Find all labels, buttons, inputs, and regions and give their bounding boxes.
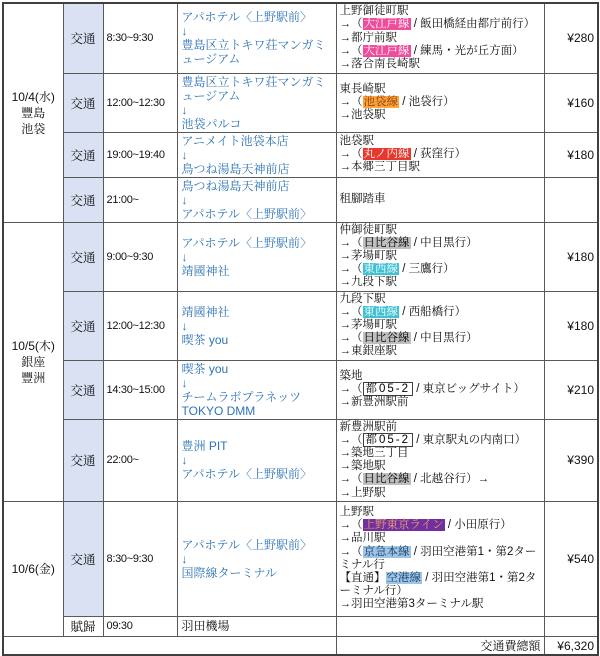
route-text: →（	[339, 95, 363, 108]
route-text: / 北越谷行）→	[410, 473, 490, 486]
destination-cell	[177, 616, 336, 636]
transport-type-cell: 交通	[63, 360, 103, 419]
cost-cell: ¥210	[544, 360, 598, 419]
route-line	[340, 383, 542, 396]
route-text: →（	[339, 473, 363, 486]
destination-line: アニメイト池袋本店	[181, 133, 289, 148]
down-arrow-icon: ↓	[181, 102, 188, 117]
date-line: 10/4(水)	[11, 89, 55, 104]
route-line	[340, 224, 542, 237]
date-line: 10/5(木)	[11, 338, 55, 353]
transport-type-cell: 交通	[63, 132, 103, 177]
route-text: / 池袋行）	[399, 95, 455, 108]
route-text: →（	[339, 382, 363, 395]
route-text: →九段下駅	[339, 276, 397, 289]
table-row	[3, 132, 598, 177]
date-cell	[3, 3, 63, 222]
destination-line: 喫茶 you	[181, 332, 229, 347]
route-cell	[336, 132, 544, 177]
time-cell: 12:00~12:30	[103, 73, 177, 132]
footer-total-label: 交通費總額	[336, 636, 544, 655]
table-row	[3, 177, 598, 222]
route-line	[340, 332, 542, 345]
line-badge-bus: 都05-2	[363, 433, 414, 447]
route-text: 新豊洲駅前	[339, 420, 397, 433]
line-badge-oedo: 大江戸線	[363, 18, 410, 31]
route-text: 東長崎駅	[339, 82, 386, 95]
down-arrow-icon: ↓	[181, 375, 188, 390]
table-row	[3, 419, 598, 501]
time-cell: 09:30	[103, 616, 177, 636]
itinerary-body	[3, 3, 598, 655]
route-line	[340, 109, 542, 122]
route-line	[340, 83, 542, 96]
route-line	[340, 473, 542, 486]
line-badge-hibiya: 日比谷線	[363, 473, 410, 486]
route-line	[340, 319, 542, 332]
down-arrow-icon: ↓	[181, 249, 188, 264]
route-line	[340, 487, 542, 500]
date-line: 10/6(金)	[11, 561, 55, 576]
footer-row	[3, 636, 598, 655]
route-line	[340, 519, 542, 532]
route-text: →築地駅	[339, 460, 386, 473]
route-cell	[336, 501, 544, 616]
destination-line: 喫茶 you	[181, 361, 229, 376]
route-text: →上野駅	[339, 486, 386, 499]
route-text: 築地	[339, 369, 363, 382]
table-row	[3, 73, 598, 132]
route-line	[340, 5, 542, 18]
route-text: / 練馬・光が丘方面）	[410, 44, 524, 57]
route-line	[340, 506, 542, 519]
route-text: / 小田原行）	[444, 519, 512, 532]
route-cell	[336, 419, 544, 501]
destination-cell	[177, 73, 336, 132]
cost-cell: ¥180	[544, 291, 598, 360]
destination-cell	[177, 177, 336, 222]
table-row	[3, 222, 598, 291]
destination-line: アパホテル〈上野駅前〉	[181, 467, 312, 482]
route-line	[340, 434, 542, 447]
route-line	[340, 572, 542, 598]
route-text: 仲御徒町駅	[339, 223, 397, 236]
route-line	[340, 421, 542, 434]
line-badge-bus: 都05-2	[363, 382, 414, 396]
transport-type-cell: 賦歸	[63, 616, 103, 636]
route-line	[340, 263, 542, 276]
route-line	[340, 293, 542, 306]
cost-cell: ¥540	[544, 501, 598, 616]
date-cell	[3, 222, 63, 501]
destination-line: チームラボプラネッツ TOKYO DMM	[181, 389, 302, 418]
route-cell	[336, 177, 544, 222]
route-line	[340, 135, 542, 148]
line-badge-oedo: 大江戸線	[363, 44, 410, 57]
down-arrow-icon: ↓	[181, 147, 188, 162]
route-text: →茅場町駅	[339, 318, 397, 331]
route-text: →（	[339, 519, 363, 532]
time-cell: 9:00~9:30	[103, 222, 177, 291]
line-badge-hibiya: 日比谷線	[363, 236, 410, 249]
route-text: / 東京ビッグサイト）	[413, 382, 525, 395]
route-text: / 羽田空港第1・第2ターミナル行）	[339, 571, 537, 598]
destination-cell	[177, 419, 336, 501]
table-row	[3, 501, 598, 616]
destination-line: 豊島区立トキワ荘マンガミュージアム	[181, 38, 326, 67]
route-cell	[336, 616, 544, 636]
route-text: 租腳踏車	[339, 192, 386, 205]
route-text: / 西船橋行）	[399, 305, 467, 318]
route-line	[340, 306, 542, 319]
route-text: / 飯田橋経由都庁前行）	[410, 18, 536, 31]
route-text: →池袋駅	[339, 109, 386, 122]
footer-total-value: ¥6,320	[544, 636, 598, 655]
down-arrow-icon: ↓	[181, 453, 188, 468]
line-badge-tozai: 東西線	[363, 305, 398, 318]
table-row	[3, 360, 598, 419]
route-text: →（	[339, 305, 363, 318]
line-badge-keikyu: 京急本線	[363, 545, 410, 558]
line-badge-tozai: 東西線	[363, 263, 398, 276]
time-cell: 12:00~12:30	[103, 291, 177, 360]
down-arrow-icon: ↓	[181, 24, 188, 39]
date-cell	[3, 501, 63, 636]
route-cell	[336, 222, 544, 291]
route-line	[340, 18, 542, 31]
route-text: 上野駅	[339, 505, 374, 518]
route-text: / 三鷹行）	[399, 263, 455, 276]
route-line	[340, 148, 542, 161]
route-text: →（	[339, 236, 363, 249]
route-text: →本郷三丁目駅	[339, 161, 420, 174]
route-text: 九段下駅	[339, 292, 386, 305]
route-text: →羽田空港第3ターミナル駅	[339, 598, 484, 611]
route-text: →（	[339, 147, 363, 160]
route-line	[340, 546, 542, 572]
line-badge-airport: 空港線	[386, 571, 421, 584]
destination-cell	[177, 3, 336, 73]
route-text: 池袋駅	[339, 134, 374, 147]
down-arrow-icon: ↓	[181, 551, 188, 566]
date-line: 池袋	[21, 121, 46, 136]
destination-cell	[177, 291, 336, 360]
destination-cell	[177, 360, 336, 419]
route-text: 【直通】	[339, 571, 386, 584]
transport-type-cell: 交通	[63, 291, 103, 360]
cost-cell: ¥180	[544, 222, 598, 291]
route-text: →落合南長崎駅	[339, 58, 420, 71]
route-cell	[336, 291, 544, 360]
destination-line: 豊洲 PIT	[181, 439, 228, 454]
line-badge-seibu: 池袋線	[363, 95, 398, 108]
route-line	[340, 345, 542, 358]
time-cell: 19:00~19:40	[103, 132, 177, 177]
table-row	[3, 3, 598, 73]
destination-line: アパホテル〈上野駅前〉	[181, 206, 312, 221]
route-text: 上野御徒町駅	[339, 5, 409, 18]
route-text: →品川駅	[339, 532, 386, 545]
transport-type-cell: 交通	[63, 419, 103, 501]
destination-line: 鳥つね湯島天神前店	[181, 161, 290, 176]
route-text: →（	[339, 545, 363, 558]
cost-cell: ¥180	[544, 132, 598, 177]
route-text: / 羽田空港第1・第2ターミナル行	[339, 545, 537, 571]
route-text: →（	[339, 332, 363, 345]
route-line	[340, 32, 542, 45]
line-badge-marunouchi: 丸ノ内線	[363, 147, 410, 160]
destination-line: 池袋パルコ	[181, 116, 242, 131]
route-cell	[336, 3, 544, 73]
itinerary-table	[2, 2, 599, 656]
time-cell: 14:30~15:00	[103, 360, 177, 419]
route-line	[340, 161, 542, 174]
time-cell: 8:30~9:30	[103, 3, 177, 73]
footer-empty-cell	[3, 636, 336, 655]
destination-line: 靖國神社	[181, 263, 230, 278]
date-line: 銀座	[21, 354, 46, 369]
transport-type-cell: 交通	[63, 177, 103, 222]
transport-type-cell: 交通	[63, 73, 103, 132]
line-badge-hibiya: 日比谷線	[363, 332, 410, 345]
cost-cell: ¥160	[544, 73, 598, 132]
route-line	[340, 276, 542, 289]
route-cell	[336, 360, 544, 419]
route-line	[340, 447, 542, 460]
route-text: / 中目黒行）	[410, 236, 478, 249]
destination-line: 鳥つね湯島天神前店	[181, 178, 290, 193]
destination-line: アパホテル〈上野駅前〉	[181, 235, 312, 250]
route-line	[340, 396, 542, 409]
cost-cell	[544, 616, 598, 636]
destination-line: 靖國神社	[181, 304, 230, 319]
route-line	[340, 237, 542, 250]
cost-cell: ¥390	[544, 419, 598, 501]
destination-cell	[177, 222, 336, 291]
destination-line: アパホテル〈上野駅前〉	[181, 537, 312, 552]
route-line	[340, 460, 542, 473]
route-line	[340, 193, 542, 206]
route-line	[340, 250, 542, 263]
date-line: 豐洲	[21, 370, 46, 385]
route-line	[340, 96, 542, 109]
down-arrow-icon: ↓	[181, 318, 188, 333]
route-text: →茅場町駅	[339, 249, 397, 262]
route-text: →東銀座駅	[339, 345, 397, 358]
transport-type-cell: 交通	[63, 501, 103, 616]
cost-cell: ¥280	[544, 3, 598, 73]
route-line	[340, 45, 542, 58]
transport-type-cell: 交通	[63, 222, 103, 291]
destination-line: 豊島区立トキワ荘マンガミュージアム	[181, 74, 326, 103]
route-line	[340, 370, 542, 383]
route-line	[340, 58, 542, 71]
destination-cell	[177, 501, 336, 616]
down-arrow-icon: ↓	[181, 192, 188, 207]
route-text: / 荻窪行）	[410, 147, 467, 160]
route-cell	[336, 73, 544, 132]
transport-type-cell: 交通	[63, 3, 103, 73]
table-row	[3, 616, 598, 636]
route-line	[340, 598, 542, 611]
time-cell: 22:00~	[103, 419, 177, 501]
date-line: 豐島	[21, 105, 46, 120]
line-badge-ueno_tokyo: 上野東京ライン	[363, 519, 444, 532]
destination-line: アパホテル〈上野駅前〉	[181, 10, 312, 25]
route-text: / 中目黒行）	[410, 332, 478, 345]
table-row	[3, 291, 598, 360]
route-text: / 東京駅丸の内南口）	[413, 433, 527, 446]
route-line	[340, 532, 542, 545]
route-text: →（	[339, 263, 363, 276]
route-text: →新豊洲駅前	[339, 396, 409, 409]
route-text: →（	[339, 433, 363, 446]
route-text: →都庁前駅	[339, 31, 397, 44]
destination-line: 羽田機場	[181, 619, 230, 634]
destination-cell	[177, 132, 336, 177]
time-cell: 21:00~	[103, 177, 177, 222]
cost-cell	[544, 177, 598, 222]
time-cell: 8:30~9:30	[103, 501, 177, 616]
destination-line: 国際線ターミナル	[181, 565, 277, 580]
route-text: →（	[339, 44, 363, 57]
route-text: →築地三丁目	[339, 446, 409, 459]
route-text: →（	[339, 18, 363, 31]
